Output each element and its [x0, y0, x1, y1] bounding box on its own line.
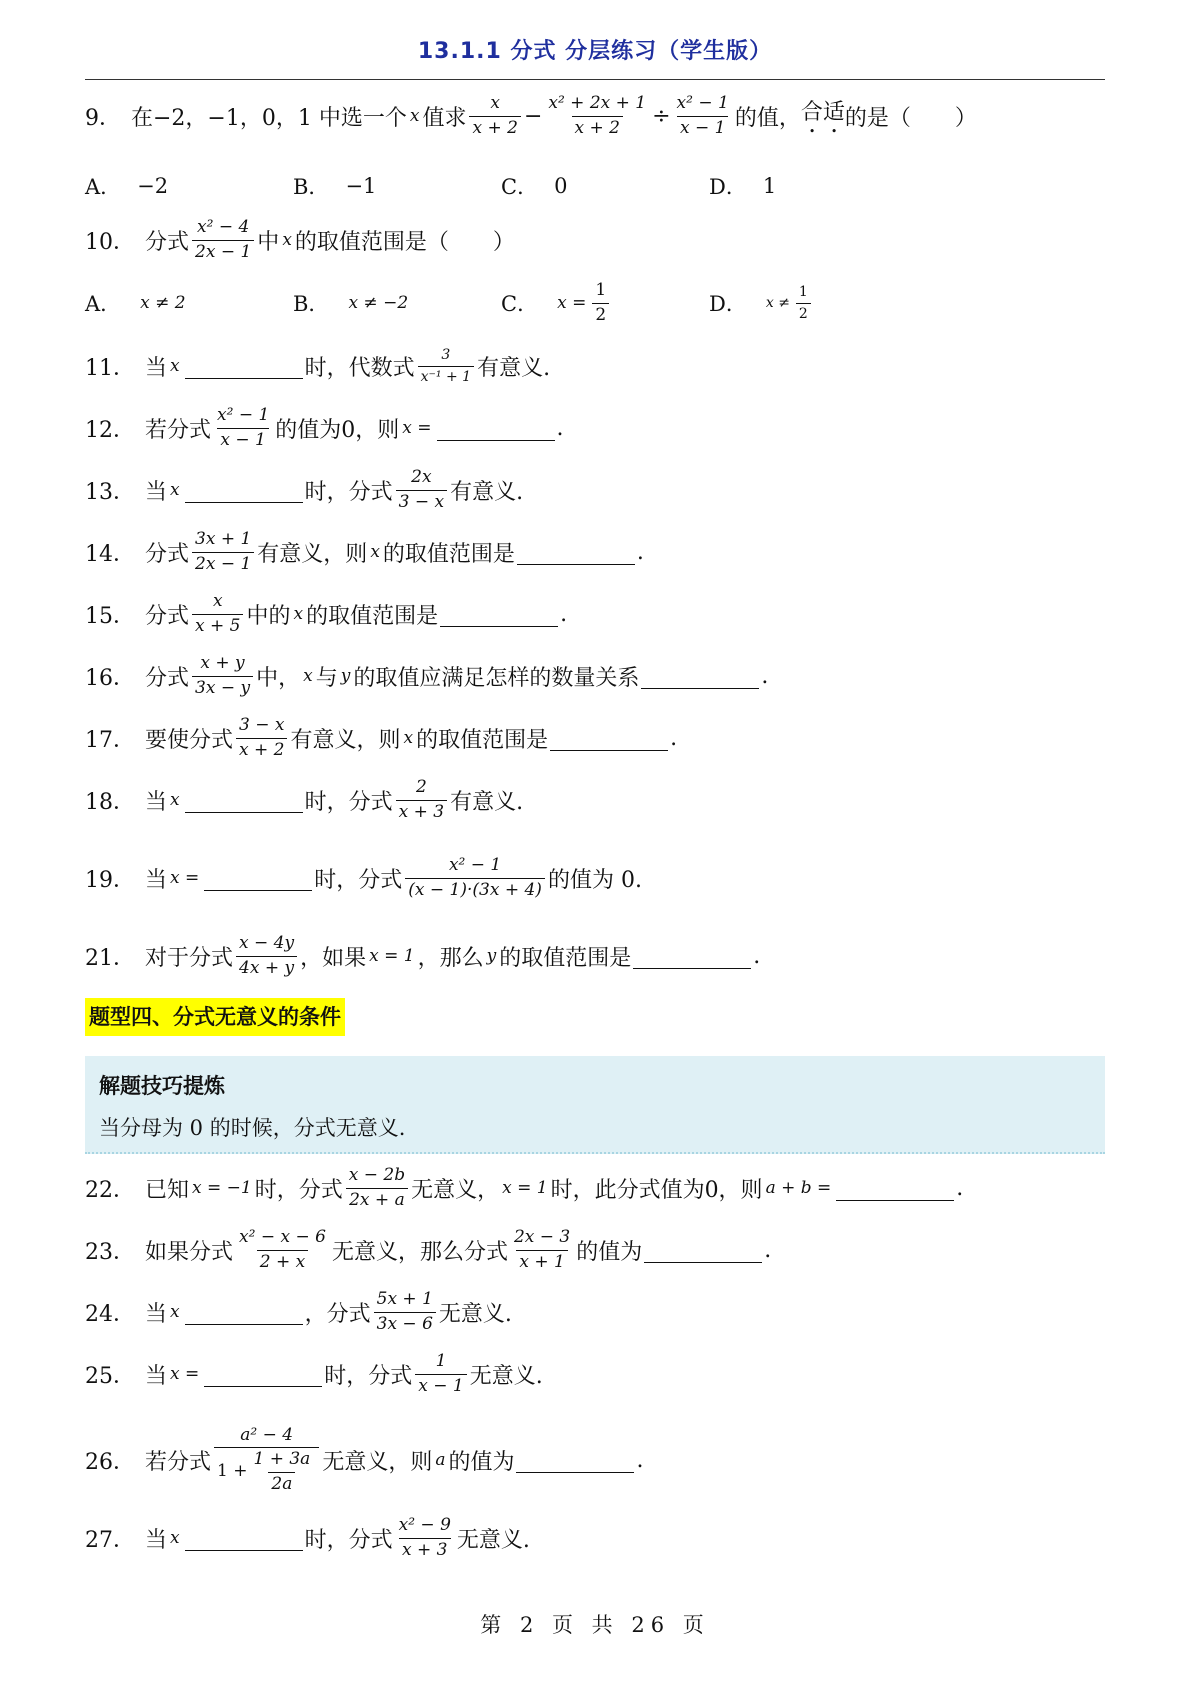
- header-divider: [85, 79, 1105, 80]
- fraction: [511, 1228, 573, 1272]
- choice-d[interactable]: [709, 166, 776, 206]
- question-text: 的取值范围是: [499, 945, 632, 971]
- fraction: [236, 1228, 329, 1272]
- question-text: 分式: [145, 229, 190, 255]
- question-text: 无意义，那么分式: [331, 1239, 508, 1265]
- math-variable: x: [170, 1302, 180, 1322]
- question-text: 要使分式: [145, 727, 234, 753]
- question-27: [85, 1508, 530, 1568]
- tip-title: 解题技巧提炼: [99, 1074, 225, 1098]
- question-number: 21．: [85, 945, 135, 971]
- question-number: 17．: [85, 727, 135, 753]
- numerator: x² + 2x + 1: [548, 92, 647, 113]
- choice-label: A．: [85, 292, 122, 316]
- question-text: 时，分式: [304, 479, 393, 505]
- question-number: 13．: [85, 479, 135, 505]
- fraction: [545, 94, 649, 138]
- fraction: [405, 856, 545, 900]
- denominator: 2a: [268, 1472, 295, 1495]
- question-text: 时，代数式: [304, 355, 415, 381]
- denominator: 2x − 1: [192, 552, 254, 575]
- question-text: 的取值范围是（ ）: [294, 229, 515, 255]
- question-text: 有意义，则: [290, 727, 401, 753]
- question-text: 分式: [145, 541, 190, 567]
- math-variable: x: [303, 666, 313, 686]
- denominator: x − 1: [415, 1374, 466, 1397]
- fraction: [396, 1516, 454, 1560]
- question-text: 的取值范围是: [416, 727, 549, 753]
- math-variable: x =: [402, 418, 432, 438]
- question-text: ，如果: [300, 945, 367, 971]
- answer-blank[interactable]: [517, 540, 635, 565]
- denominator: 2 + x: [257, 1250, 308, 1273]
- fraction: [418, 347, 474, 384]
- denominator: [214, 1447, 319, 1494]
- denominator: (x − 1)·(3x + 4): [405, 878, 545, 901]
- choice-label: D．: [709, 292, 747, 316]
- denominator: 3 − x: [396, 490, 447, 513]
- question-text: 的值，: [734, 105, 801, 131]
- question-16: [85, 646, 768, 706]
- question-text: 当: [145, 479, 168, 505]
- choice-value: x =: [557, 293, 587, 313]
- question-24: [85, 1282, 512, 1342]
- question-text: 的是（ ）: [844, 105, 977, 131]
- choice-value: x ≠: [765, 295, 790, 311]
- answer-blank[interactable]: [550, 726, 668, 751]
- math-variable: x =: [170, 868, 200, 888]
- math-variable: x: [293, 604, 304, 624]
- numerator: 1: [798, 284, 808, 301]
- math-variable: x: [170, 790, 180, 810]
- fraction: [469, 94, 520, 138]
- question-text: 时，此分式值为0，则: [550, 1177, 763, 1203]
- question-23: [85, 1220, 771, 1280]
- question-text: 的取值应满足怎样的数量关系: [353, 665, 640, 691]
- math-variable: x: [409, 106, 420, 126]
- math-variable: y: [340, 666, 351, 686]
- question-text: 当: [145, 789, 168, 815]
- question-number: 26．: [85, 1449, 135, 1475]
- question-text: 中: [257, 229, 280, 255]
- answer-choices: [85, 279, 1105, 325]
- question-text: .: [560, 601, 568, 627]
- denominator: x + 3: [399, 1538, 450, 1561]
- question-number: 23．: [85, 1239, 135, 1265]
- fraction: [674, 94, 732, 138]
- fraction: [236, 716, 287, 760]
- question-15: [85, 584, 567, 644]
- question-text: 的值为0，则: [275, 417, 400, 443]
- question-text: 如果分式: [145, 1239, 234, 1265]
- choice-label: A．: [85, 175, 122, 199]
- question-number: 18．: [85, 789, 135, 815]
- question-text: .: [753, 943, 761, 969]
- denominator: 4x + y: [236, 956, 297, 979]
- denominator: x + 3: [396, 800, 447, 823]
- numerator: x − 2b: [348, 1164, 406, 1185]
- question-11: [85, 336, 550, 396]
- numerator: 3 − x: [239, 714, 285, 735]
- question-number: 11．: [85, 355, 135, 381]
- question-17: [85, 708, 677, 768]
- fraction: [374, 1290, 436, 1334]
- numerator: 3x + 1: [195, 528, 252, 549]
- question-text: 当: [145, 867, 168, 893]
- numerator: 2: [415, 776, 427, 797]
- numerator: x + y: [200, 652, 245, 673]
- denominator: x⁻¹ + 1: [418, 366, 474, 385]
- choice-label: C．: [501, 292, 539, 316]
- math-variable: x: [170, 480, 180, 500]
- question-number: 9．: [85, 105, 121, 131]
- answer-blank[interactable]: [633, 944, 751, 969]
- question-text: 有意义，则: [257, 541, 368, 567]
- math-variable: x = −1: [192, 1178, 252, 1198]
- choice-label: B．: [293, 292, 330, 316]
- fraction: [396, 468, 447, 512]
- question-text: ，分式: [304, 1301, 371, 1327]
- question-text: 无意义，: [411, 1177, 500, 1203]
- denominator: 3x − 6: [374, 1312, 436, 1335]
- numerator: 2x: [411, 466, 432, 487]
- numerator: 1: [595, 279, 607, 300]
- choice-a[interactable]: [85, 166, 168, 206]
- fraction: [396, 778, 447, 822]
- question-14: [85, 522, 644, 582]
- choice-b[interactable]: [293, 283, 411, 323]
- math-variable: a: [435, 1450, 446, 1470]
- choice-value: x ≠ 2: [140, 293, 186, 313]
- choice-d[interactable]: [709, 283, 814, 323]
- question-number: 22．: [85, 1177, 135, 1203]
- question-text: 分式: [145, 603, 190, 629]
- numerator: a² − 4: [240, 1424, 294, 1445]
- denominator: 2: [796, 303, 811, 322]
- denominator: x + 2: [572, 116, 623, 139]
- answer-blank[interactable]: [204, 1362, 322, 1387]
- question-number: 10．: [85, 229, 135, 255]
- choice-value: 0: [554, 174, 568, 198]
- question-text: 中，: [256, 665, 301, 691]
- math-variable: x: [170, 356, 180, 376]
- denominator: 2: [592, 303, 609, 326]
- numerator: x² − 1: [676, 92, 729, 113]
- question-number: 25．: [85, 1363, 135, 1389]
- question-text: .: [956, 1175, 964, 1201]
- question-number: 19．: [85, 867, 135, 893]
- answer-blank[interactable]: [516, 1448, 634, 1473]
- question-text: 分式: [145, 665, 190, 691]
- question-text: 的值为: [448, 1449, 515, 1475]
- question-19: [85, 848, 642, 908]
- question-text: .: [761, 663, 769, 689]
- question-text: 对于分式: [145, 945, 234, 971]
- question-text: 的值为 0.: [547, 867, 642, 893]
- fraction: [796, 284, 811, 321]
- question-text: .: [764, 1237, 772, 1263]
- division-sign: ÷: [652, 103, 671, 129]
- choice-value: −2: [137, 174, 169, 198]
- math-variable: x = 1: [502, 1178, 548, 1198]
- answer-blank[interactable]: [836, 1176, 954, 1201]
- choice-value: −1: [345, 174, 377, 198]
- numerator: x² − x − 6: [239, 1226, 326, 1247]
- math-variable: a + b =: [765, 1178, 832, 1198]
- question-number: 27．: [85, 1527, 135, 1553]
- choice-label: B．: [293, 175, 330, 199]
- choice-value: 1: [762, 174, 777, 198]
- question-text: 当: [145, 1527, 168, 1553]
- nested-fraction: [250, 1450, 313, 1494]
- answer-blank[interactable]: [204, 866, 312, 891]
- denominator: 2x + a: [346, 1188, 408, 1211]
- numerator: 3: [441, 347, 451, 364]
- question-text: 无意义.: [438, 1301, 512, 1327]
- question-text: 与: [315, 665, 338, 691]
- question-text: .: [556, 415, 564, 441]
- answer-blank[interactable]: [440, 602, 558, 627]
- question-text: .: [636, 539, 644, 565]
- question-text: 时，分式: [254, 1177, 343, 1203]
- question-text: 有意义.: [477, 355, 551, 381]
- question-13: [85, 460, 523, 520]
- fraction: [192, 530, 254, 574]
- numerator: x: [490, 92, 500, 113]
- question-18: [85, 770, 523, 830]
- question-text: 的取值范围是: [382, 541, 515, 567]
- math-variable: x = 1: [369, 946, 415, 966]
- section-heading: 题型四、分式无意义的条件: [85, 998, 345, 1036]
- question-12: [85, 398, 564, 458]
- tip-box: [85, 1056, 1105, 1154]
- emphasized-text: 合适: [800, 99, 845, 125]
- question-text: ，那么: [417, 945, 484, 971]
- question-26: [85, 1420, 643, 1500]
- question-text: 已知: [145, 1177, 190, 1203]
- tip-body: 当分母为 0 的时候，分式无意义.: [99, 1116, 406, 1140]
- question-text: 当: [145, 1363, 168, 1389]
- math-variable: x: [282, 230, 292, 250]
- numerator: 2x − 3: [513, 1226, 571, 1247]
- denominator: x + 1: [516, 1250, 567, 1273]
- page-footer: 第 2 页 共 26 页: [480, 1613, 710, 1637]
- question-number: 14．: [85, 541, 135, 567]
- question-text: 有意义.: [450, 479, 524, 505]
- question-number: 15．: [85, 603, 135, 629]
- question-text: 若分式: [145, 1449, 212, 1475]
- choice-value: x ≠ −2: [348, 293, 409, 313]
- question-number: 24．: [85, 1301, 135, 1327]
- question-text: .: [636, 1447, 644, 1473]
- question-text: 无意义，则: [322, 1449, 433, 1475]
- denominator: x + 5: [192, 614, 243, 637]
- question-text: 当: [145, 1301, 168, 1327]
- question-text: .: [670, 725, 678, 751]
- choice-a[interactable]: [85, 283, 189, 323]
- question-text: 的值为: [576, 1239, 643, 1265]
- denominator: x − 1: [217, 428, 268, 451]
- choice-label: C．: [501, 175, 539, 199]
- answer-blank[interactable]: [644, 1238, 762, 1263]
- question-text: 时，分式: [314, 867, 403, 893]
- question-number: 16．: [85, 665, 135, 691]
- question-25: [85, 1344, 543, 1404]
- question-21: [85, 926, 760, 986]
- numerator: x² − 1: [448, 854, 502, 875]
- denominator: 2x − 1: [192, 240, 254, 263]
- question-number: 12．: [85, 417, 135, 443]
- math-variable: x: [370, 542, 380, 562]
- question-text: 当: [145, 355, 168, 381]
- numerator: x² − 1: [217, 404, 270, 425]
- question-text: 无意义.: [469, 1363, 543, 1389]
- denominator: x − 1: [677, 116, 728, 139]
- fraction: [592, 281, 609, 325]
- question-text: 时，分式: [304, 1527, 393, 1553]
- denominator: x + 2: [236, 738, 287, 761]
- question-text: 若分式: [145, 417, 212, 443]
- choice-b[interactable]: [293, 166, 376, 206]
- numerator: x² − 9: [398, 1514, 451, 1535]
- math-variable: y: [486, 946, 497, 966]
- denominator: x + 2: [469, 116, 520, 139]
- question-text: 时，分式: [324, 1363, 413, 1389]
- answer-blank[interactable]: [185, 478, 303, 503]
- numerator: 5x + 1: [376, 1288, 433, 1309]
- fraction: [192, 218, 254, 262]
- answer-blank[interactable]: [437, 416, 555, 441]
- fraction: [192, 654, 253, 698]
- answer-blank[interactable]: [641, 664, 759, 689]
- question-text: 在−2，−1，0，1 中选一个: [131, 105, 407, 131]
- question-text: 时，分式: [304, 789, 393, 815]
- math-variable: x: [170, 1528, 180, 1548]
- choice-c[interactable]: [501, 279, 612, 325]
- question-text: 中的: [246, 603, 291, 629]
- question-text: 有意义.: [450, 789, 524, 815]
- denominator-prefix: 1 +: [217, 1461, 248, 1482]
- numerator: x² − 4: [197, 216, 250, 237]
- answer-blank[interactable]: [185, 354, 303, 379]
- numerator: 1: [435, 1350, 447, 1371]
- fraction: [346, 1166, 408, 1210]
- minus-sign: −: [523, 103, 543, 129]
- answer-blank[interactable]: [185, 1526, 303, 1551]
- question-text: 无意义.: [456, 1527, 530, 1553]
- numerator: x − 4y: [239, 932, 295, 953]
- numerator: 1 + 3a: [253, 1449, 311, 1470]
- fraction: [192, 592, 243, 636]
- question-9: [85, 86, 977, 146]
- numerator: x: [212, 590, 223, 611]
- fraction: [214, 406, 272, 450]
- fraction: [415, 1352, 466, 1396]
- math-variable: x =: [170, 1364, 200, 1384]
- denominator: 3x − y: [192, 676, 253, 699]
- question-10: [85, 210, 515, 270]
- question-text: 值求: [422, 105, 467, 131]
- answer-choices: [85, 166, 1105, 206]
- choice-label: D．: [709, 175, 747, 199]
- fraction: [236, 934, 297, 978]
- choice-c[interactable]: [501, 166, 567, 206]
- math-variable: x: [403, 728, 414, 748]
- page-header-title: 13.1.1 分式 分层练习（学生版）: [417, 39, 773, 64]
- answer-blank[interactable]: [185, 788, 303, 813]
- question-22: [85, 1158, 963, 1218]
- question-text: 的取值范围是: [306, 603, 439, 629]
- fraction: [214, 1426, 319, 1495]
- answer-blank[interactable]: [185, 1300, 303, 1325]
